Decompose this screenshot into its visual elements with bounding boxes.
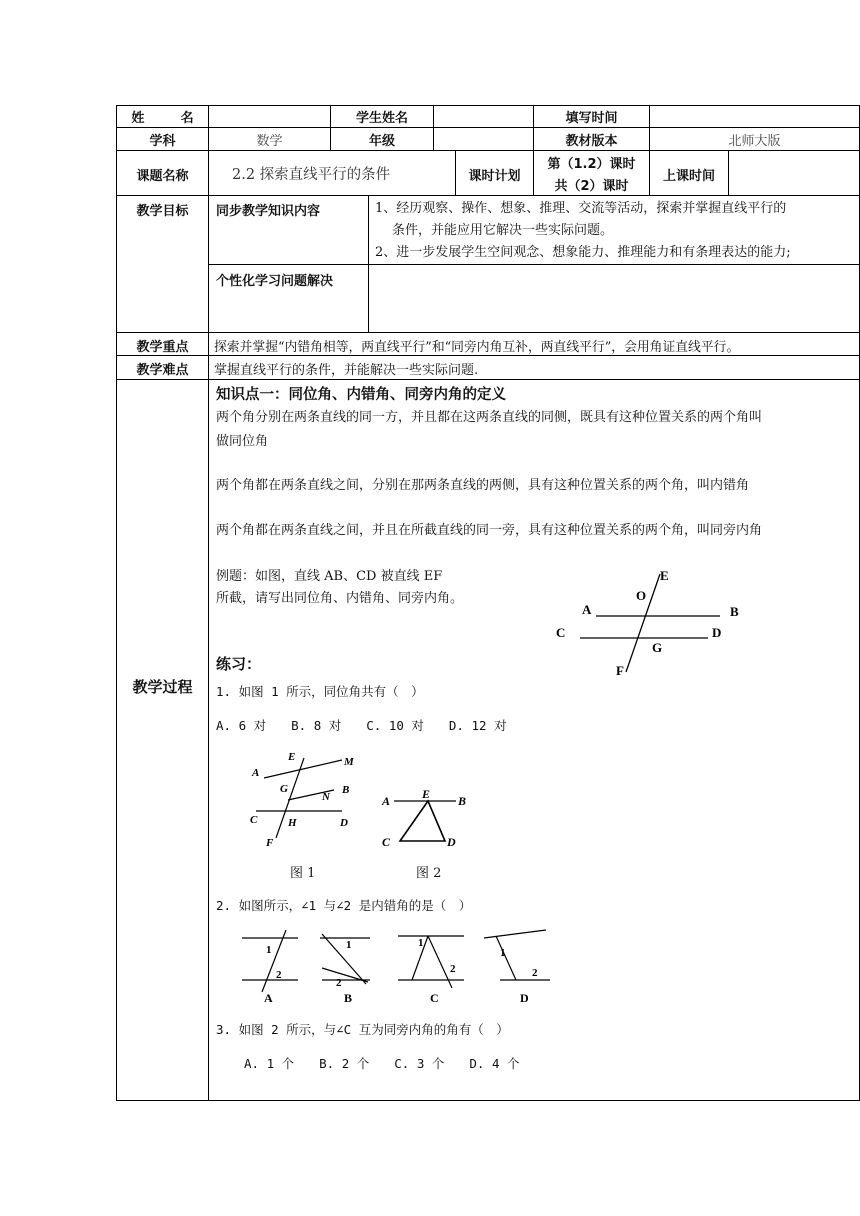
svg-text:F: F <box>266 837 274 849</box>
question-2-figures <box>238 926 558 1006</box>
question-1: 1. 如图 1 所示，同位角共有（ ） <box>216 684 424 699</box>
name-label: 姓 名 <box>131 111 194 126</box>
svg-text:1: 1 <box>346 939 352 951</box>
svg-text:B: B <box>342 784 350 796</box>
lesson-number-line1: 第（1.2）课时 <box>547 157 636 172</box>
label-a: A <box>582 602 592 617</box>
knowledge-title: 知识点一：同位角、内错角、同旁内角的定义 <box>216 387 506 403</box>
svg-text:C: C <box>430 991 439 1005</box>
option-d-figure <box>484 930 550 1005</box>
svg-text:2: 2 <box>450 963 456 975</box>
svg-text:B: B <box>458 794 467 808</box>
personal-field[interactable] <box>370 266 857 330</box>
svg-text:1: 1 <box>266 944 272 956</box>
svg-text:A: A <box>382 794 391 808</box>
practice-title: 练习： <box>216 655 262 673</box>
label-f: F <box>616 663 624 678</box>
question-1-options: A. 6 对 B. 8 对 C. 10 对 D. 12 对 <box>216 718 507 733</box>
svg-text:2: 2 <box>336 977 342 989</box>
svg-text:1: 1 <box>418 937 424 949</box>
svg-text:G: G <box>280 783 288 795</box>
textbook-value: 北师大版 <box>728 134 781 149</box>
svg-text:E: E <box>422 787 431 801</box>
svg-text:A: A <box>252 767 260 779</box>
process-label: 教学过程 <box>132 678 193 696</box>
def-alternate: 两个角都在两条直线之间，分别在那两条直线的两侧，具有这种位置关系的两个角，叫内错角 <box>216 478 750 493</box>
svg-text:D: D <box>447 835 456 849</box>
subject-label: 学科 <box>149 134 176 149</box>
svg-text:B: B <box>344 991 353 1005</box>
figure-1 <box>244 748 364 852</box>
svg-text:C: C <box>382 835 391 849</box>
label-o: O <box>636 588 647 603</box>
question-2: 2. 如图所示，∠1 与∠2 是内错角的是（ ） <box>216 898 472 913</box>
sync-item-3: 2、进一步发展学生空间观念、想象能力、推理能力和有条理表达的能力; <box>375 245 791 260</box>
sync-content-label: 同步教学知识内容 <box>216 204 321 219</box>
sync-item-2: 条件，并能应用它解决一些实际问题。 <box>392 223 614 238</box>
figure-1-caption: 图 1 <box>290 866 316 881</box>
svg-text:1: 1 <box>500 947 506 959</box>
label-d: D <box>712 625 722 640</box>
figure-2 <box>380 786 475 852</box>
lesson-number-line2: 共（2）课时 <box>554 179 629 194</box>
svg-text:D: D <box>520 991 529 1005</box>
question-3-options: A. 1 个 B. 2 个 C. 3 个 D. 4 个 <box>244 1056 520 1071</box>
svg-text:C: C <box>250 814 258 826</box>
personal-label: 个性化学习问题解决 <box>216 274 334 289</box>
name-field[interactable] <box>210 107 329 126</box>
difficulty-label: 教学难点 <box>136 363 189 378</box>
label-g: G <box>652 640 663 655</box>
svg-text:M: M <box>344 756 354 768</box>
key-point-text: 探索并掌握“内错角相等，两直线平行”和“同旁内角互补，两直线平行”，会用角证直线平行。 <box>214 340 740 355</box>
subject-value: 数学 <box>256 134 283 149</box>
fill-time-label: 填写时间 <box>565 111 618 126</box>
example-text-1: 例题：如图，直线 AB、CD 被直线 EF <box>216 569 443 584</box>
def-cointerior: 两个角都在两条直线之间，并且在所截直线的同一旁，具有这种位置关系的两个角，叫同旁内角 <box>216 523 763 538</box>
grade-field[interactable] <box>435 129 532 149</box>
def-corresponding-2: 做同位角 <box>216 434 269 449</box>
topic-label: 课题名称 <box>136 169 189 184</box>
class-time-field[interactable] <box>730 152 858 194</box>
difficulty-text: 掌握直线平行的条件，并能解决一些实际问题. <box>214 363 479 378</box>
svg-text:D: D <box>340 817 348 829</box>
svg-text:E: E <box>288 751 296 763</box>
student-name-field[interactable] <box>435 107 532 126</box>
grade-label: 年级 <box>368 134 395 149</box>
key-point-label: 教学重点 <box>136 340 189 355</box>
option-a-figure <box>242 930 298 1005</box>
example-text-2: 所截，请写出同位角、内错角、同旁内角。 <box>216 591 464 606</box>
option-b-figure <box>320 934 370 1005</box>
svg-text:A: A <box>264 991 273 1005</box>
question-3: 3. 如图 2 所示，与∠C 互为同旁内角的角有（ ） <box>216 1022 509 1037</box>
lesson-plan-label: 课时计划 <box>468 169 521 184</box>
student-name-label: 学生姓名 <box>355 111 408 126</box>
topic-value: 2.2 探索直线平行的条件 <box>232 167 391 183</box>
class-time-label: 上课时间 <box>662 169 715 184</box>
fill-time-field[interactable] <box>651 107 858 126</box>
svg-text:H: H <box>288 817 297 829</box>
label-b: B <box>730 604 739 619</box>
svg-text:2: 2 <box>276 969 282 981</box>
svg-text:2: 2 <box>532 967 538 979</box>
def-corresponding-1: 两个角分别在两条直线的同一方，并且都在这两条直线的同侧，既具有这种位置关系的两个角叫 <box>216 410 763 425</box>
option-c-figure <box>398 936 464 1005</box>
label-c: C <box>556 625 566 640</box>
svg-text:N: N <box>322 791 330 803</box>
figure-2-caption: 图 2 <box>416 866 442 881</box>
goals-label: 教学目标 <box>136 204 189 219</box>
label-e: E <box>660 568 669 583</box>
sync-item-1: 1、经历观察、操作、想象、推理、交流等活动，探索并掌握直线平行的 <box>375 201 787 216</box>
example-figure <box>550 562 750 684</box>
textbook-label: 教材版本 <box>565 134 618 149</box>
